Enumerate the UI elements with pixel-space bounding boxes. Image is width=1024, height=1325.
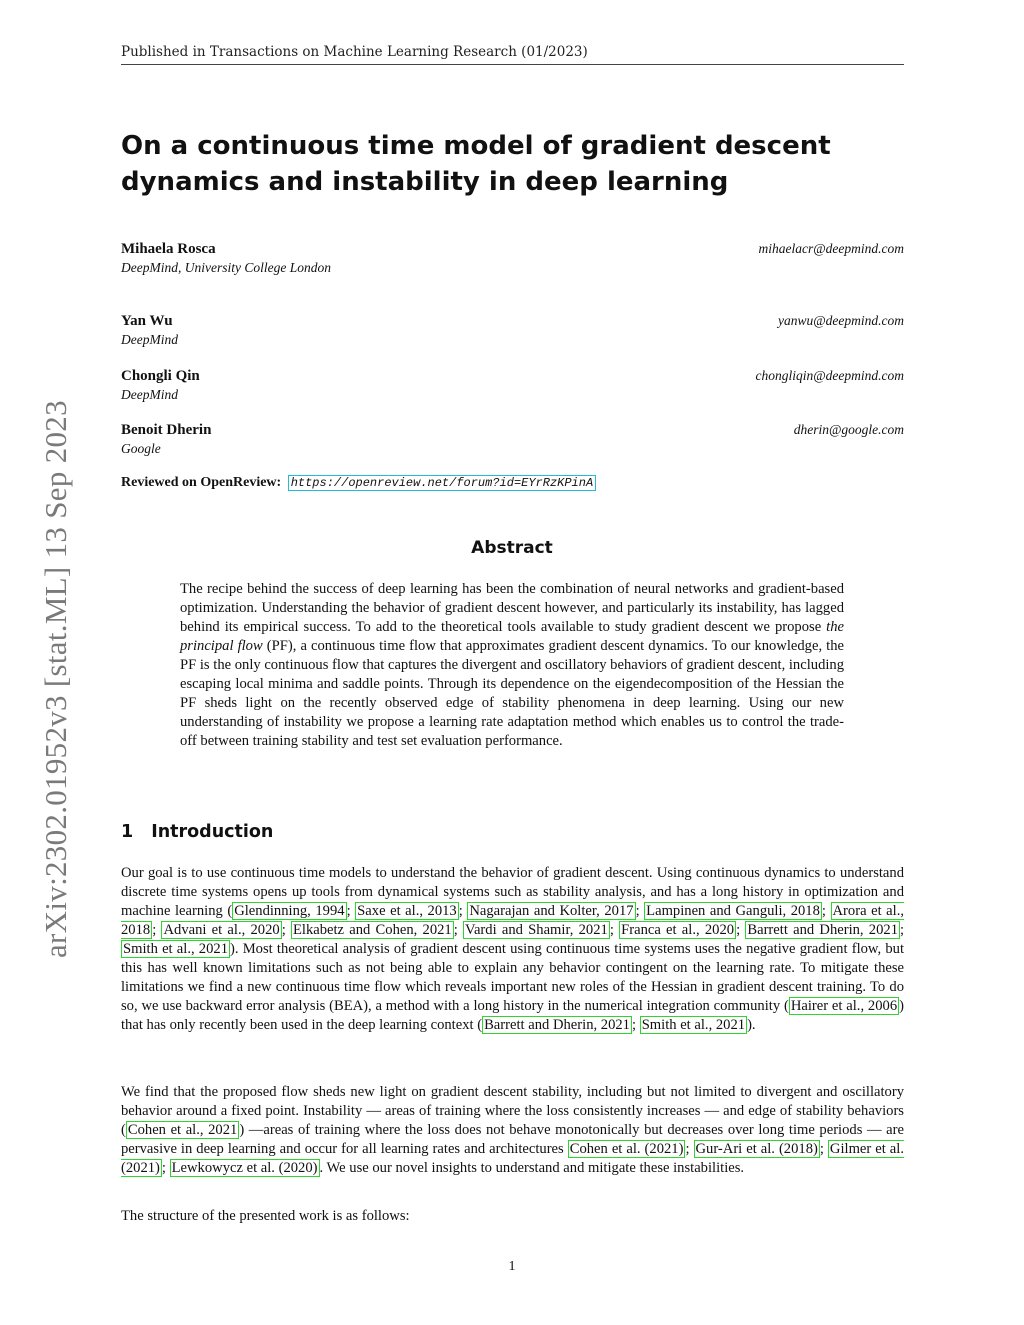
author-block bbox=[121, 367, 904, 404]
page-number: 1 bbox=[508, 1259, 516, 1274]
citation-link[interactable]: Advani et al., 2020 bbox=[163, 922, 280, 938]
author-block bbox=[121, 312, 904, 349]
text-run: ) —areas of training where the loss does not behave monotonically but decreases over long time periods — are pervasive in deep learning and occur for all learning rates and architectures bbox=[121, 1122, 904, 1157]
running-header: Published in Transactions on Machine Learning Research (01/2023) bbox=[121, 44, 588, 60]
author-affiliation: DeepMind, University College London bbox=[121, 260, 331, 275]
citation-link[interactable]: Cohen et al., 2021 bbox=[127, 1122, 238, 1138]
author-email: yanwu@deepmind.com bbox=[777, 313, 904, 328]
text-run: Our goal is to use continuous time models to understand the behavior of gradient descent. Using continuous dynamics to understand discrete time systems opens up tools from dynamical systems such as stability analysis, and has a long history in optimization and machine learning ( bbox=[121, 865, 904, 919]
author-name: Mihaela Rosca bbox=[121, 241, 216, 257]
author-email: dherin@google.com bbox=[793, 422, 904, 437]
citation-link[interactable]: Lewkowycz et al. (2020) bbox=[171, 1160, 318, 1176]
citation-link[interactable]: Vardi and Shamir, 2021 bbox=[465, 922, 608, 938]
text-run: . We use our novel insights to understand and mitigate these instabilities. bbox=[319, 1160, 745, 1176]
text-run: ). Most theoretical analysis of gradient descent using continuous time systems uses the negative gradient flow, but this has well known limitations such as not being able to explain any behavior contingent on the learning rate. To mitigate these limitations we find a new continuous time flow which reveals important new roles of the Hessian in gradient descent training. To do so, we use backward error analysis (BEA), a method with a long history in the numerical integration community ( bbox=[121, 941, 904, 1014]
citation-link[interactable]: Gur-Ari et al. (2018) bbox=[695, 1141, 818, 1157]
author-name: Yan Wu bbox=[121, 313, 173, 329]
author-block bbox=[121, 240, 904, 277]
author-affiliation: DeepMind bbox=[121, 387, 178, 402]
section-heading bbox=[121, 822, 273, 842]
intro-paragraph: We find that the proposed flow sheds new light on gradient descent stability, including but not limited to divergent and oscillatory behavior around a fixed point. Instability — areas of training where the loss consistently increases — and edge of stability behaviors ( Cohen et al., 2021 ) —areas of training where the loss does not behave monotonically but decreases over long time periods — are pervasive in deep learning and occur for all learning rates and architectures Cohen et al. (2021) ; Gur-Ari et al. (2018) ; Gilmer et al. (2021) ; Lewkowycz et al. (2020) . We use our novel insights to understand and mitigate these instabilities. bbox=[121, 1084, 904, 1176]
author-name: Chongli Qin bbox=[121, 368, 200, 384]
abstract-emphasis: the principal flow bbox=[180, 619, 844, 654]
citation-link[interactable]: Saxe et al., 2013 bbox=[357, 903, 457, 919]
citation-link[interactable]: Hairer et al., 2006 bbox=[790, 998, 898, 1014]
text-run: We find that the proposed flow sheds new light on gradient descent stability, including but not limited to divergent and oscillatory behavior around a fixed point. Instability — areas of training where the loss consistently increases — and edge of stability behaviors ( bbox=[121, 1084, 904, 1138]
intro-paragraph: Our goal is to use continuous time models to understand the behavior of gradient descent. Using continuous dynamics to understand discrete time systems opens up tools from dynamical systems such as stability analysis, and has a long history in optimization and machine learning ( Glendinning, 1994 ; Saxe et al., 2013 ; Nagarajan and Kolter, 2017 ; Lampinen and Ganguli, 2018 ; Arora et al., 2018 ; Advani et al., 2020 ; Elkabetz and Cohen, 2021 ; Vardi and Shamir, 2021 ; Franca et al., 2020 ; Barrett and Dherin, 2021 ; Smith et al., 2021 ). Most theoretical analysis of gradient descent using continuous time systems uses the negative gradient flow, but this has well known limitations such as not being able to explain any behavior contingent on the learning rate. To mitigate these limitations we find a new continuous time flow which reveals important new roles of the Hessian in gradient descent training. To do so, we use backward error analysis (BEA), a method with a long history in the numerical integration community ( Hairer et al., 2006 ) that has only recently been used in the deep learning context ( Barrett and Dherin, 2021 ; Smith et al., 2021 ). bbox=[121, 865, 905, 1033]
citation-link[interactable]: Glendinning, 1994 bbox=[234, 903, 345, 919]
citation-link[interactable]: Nagarajan and Kolter, 2017 bbox=[469, 903, 634, 919]
citation-link[interactable]: Barrett and Dherin, 2021 bbox=[484, 1017, 630, 1033]
text-run: ) that has only recently been used in the deep learning context ( bbox=[121, 998, 904, 1033]
abstract-part: The recipe behind the success of deep learning has been the combination of neural networks and gradient-based optimization. Understanding the behavior of gradient descent however, and particularly its instability, has lagged behind its empirical success. To add to the theoretical tools available to study gradient descent we propose bbox=[180, 581, 844, 635]
abstract-text bbox=[180, 580, 844, 751]
citation-link[interactable]: Barrett and Dherin, 2021 bbox=[747, 922, 898, 938]
author-affiliation: DeepMind bbox=[121, 332, 178, 347]
openreview-label: Reviewed on OpenReview: bbox=[121, 475, 282, 490]
author-block bbox=[121, 421, 904, 458]
abstract-part: (PF), a continuous time flow that approximates gradient descent dynamics. To our knowledge, the PF is the only continuous flow that captures the divergent and oscillatory behaviors of gradient descent, including escaping local minima and saddle points. Through its dependence on the eigendecomposition of the Hessian the PF sheds light on the recently observed edge of stability phenomena in deep learning. Using our new understanding of instability we propose a learning rate adaptation method which enables us to control the trade-off between training stability and test set evaluation performance. bbox=[180, 638, 845, 749]
citation-link[interactable]: Gilmer et al. (2021) bbox=[121, 1141, 904, 1176]
intro-paragraph: The structure of the presented work is as follows: bbox=[121, 1208, 410, 1224]
paper-title: On a continuous time model of gradient descent dynamics and instability in deep learning bbox=[121, 131, 831, 197]
section-title: Introduction bbox=[151, 822, 274, 842]
header-rule bbox=[121, 64, 904, 65]
citation-link[interactable]: Elkabetz and Cohen, 2021 bbox=[292, 922, 452, 938]
author-affiliation: Google bbox=[121, 441, 161, 456]
author-name: Benoit Dherin bbox=[121, 422, 212, 438]
openreview-link[interactable]: https://openreview.net/forum?id=EYrRzKPinA bbox=[288, 475, 596, 491]
citation-link[interactable]: Smith et al., 2021 bbox=[641, 1017, 746, 1033]
section-number: 1 bbox=[121, 822, 134, 842]
author-email: mihaelacr@deepmind.com bbox=[758, 241, 904, 256]
openreview-line bbox=[121, 475, 596, 491]
citation-link[interactable]: Smith et al., 2021 bbox=[123, 941, 228, 957]
arxiv-sidebar-stamp: arXiv:2302.01952v3 [stat.ML] 13 Sep 2023 bbox=[38, 400, 73, 958]
author-email: chongliqin@deepmind.com bbox=[755, 368, 904, 383]
abstract-heading: Abstract bbox=[471, 538, 553, 558]
text-run: ). bbox=[747, 1017, 756, 1033]
citation-link[interactable]: Cohen et al. (2021) bbox=[569, 1141, 684, 1157]
citation-link[interactable]: Lampinen and Ganguli, 2018 bbox=[646, 903, 820, 919]
citation-link[interactable]: Franca et al., 2020 bbox=[621, 922, 735, 938]
citation-link[interactable]: Arora et al., 2018 bbox=[121, 903, 905, 938]
